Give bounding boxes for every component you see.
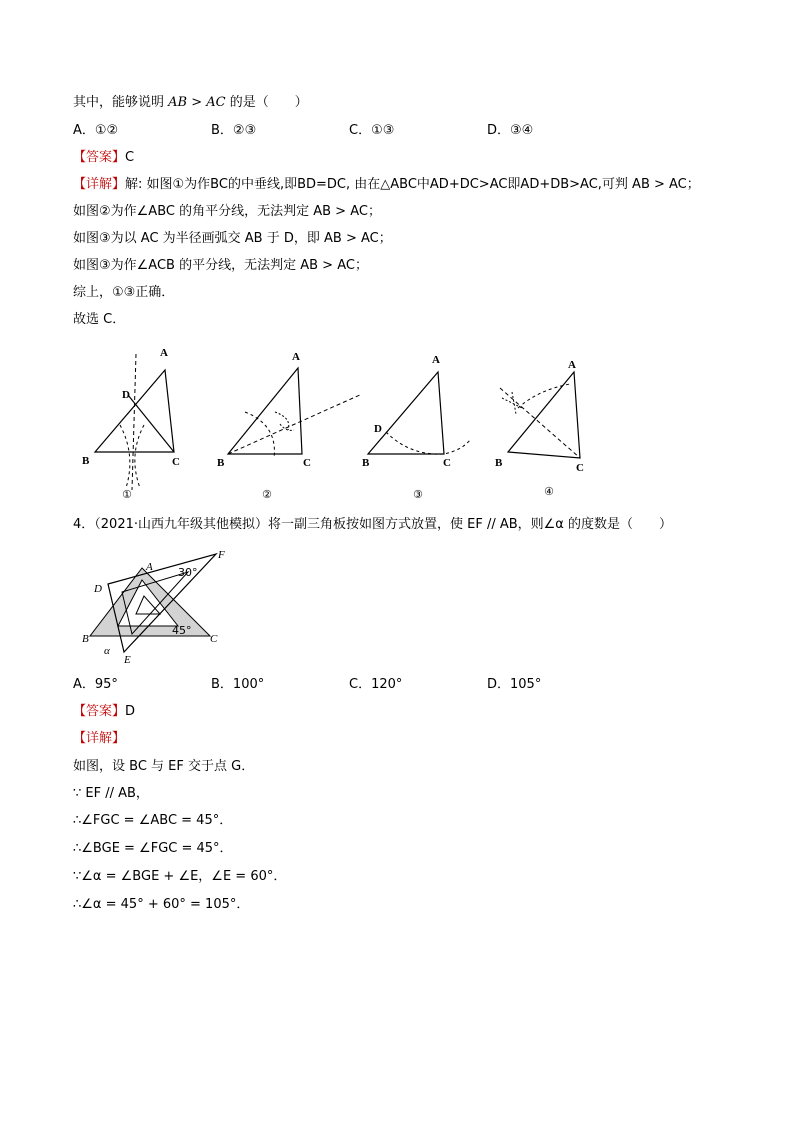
- q4-angle-30: 30°: [178, 566, 198, 579]
- q4-solution-line-3: ∴∠FGC = ∠ABC = 45°．: [73, 813, 233, 828]
- q4-angle-45: 45°: [172, 624, 192, 637]
- q4-option-a: A．95°: [73, 677, 118, 692]
- figure-4: [495, 359, 584, 498]
- fig4-label-b: B: [495, 457, 503, 469]
- q4-option-b: B．100°: [211, 677, 265, 692]
- q4-solution-line-1: 如图，设 BC 与 EF 交于点 G．: [73, 759, 255, 774]
- fig4-label-c: C: [576, 462, 584, 474]
- fig3-number: ③: [413, 488, 423, 501]
- q3-figures: [70, 340, 610, 505]
- q3-detail-line-1: 【详解】解: 如图①为作BC的中垂线,即BD=DC, 由在△ABC中AD+DC>AC即AD+DB>AC,可判 AB > AC；: [73, 177, 700, 192]
- fig1-label-c: C: [172, 456, 180, 468]
- figure-3: [362, 354, 470, 501]
- figure-2: [217, 351, 362, 501]
- q3-detail-line-3: 如图③为以 AC 为半径画弧交 AB 于 D，即 AB > AC；: [73, 231, 392, 246]
- q4-solution-line-6: ∴∠α = 45° + 60° = 105°．: [73, 897, 250, 912]
- fig2-label-b: B: [217, 457, 225, 469]
- q3-option-c: C．①③: [349, 123, 395, 138]
- q4-label-d: D: [94, 583, 102, 595]
- fig3-label-d: D: [374, 423, 382, 435]
- q4-option-d: D．105°: [487, 677, 542, 692]
- fig1-label-a: A: [160, 347, 168, 359]
- q4-figure: [80, 548, 230, 668]
- q4-label-e: E: [124, 654, 131, 666]
- q4-alpha: α: [104, 645, 110, 657]
- fig1-number: ①: [122, 488, 132, 501]
- q4-detail-tag: 【详解】: [73, 731, 126, 746]
- fig1-label-b: B: [82, 455, 90, 467]
- q3-option-d: D．③④: [487, 123, 534, 138]
- fig4-label-a: A: [568, 359, 576, 371]
- q3-detail-line-5: 综上，①③正确．: [73, 285, 175, 300]
- q4-label-a: A: [146, 561, 153, 573]
- q4-label-c: C: [210, 633, 218, 645]
- q3-detail-line-2: 如图②为作∠ABC 的角平分线，无法判定 AB > AC；: [73, 204, 381, 219]
- fig3-label-a: A: [432, 354, 440, 366]
- figure-1: [82, 347, 180, 501]
- q4-solution-line-4: ∴∠BGE = ∠FGC = 45°．: [73, 841, 233, 856]
- fig3-label-c: C: [443, 457, 451, 469]
- q4-answer: 【答案】D: [73, 704, 136, 719]
- q3-stem: 其中，能够说明 AB > AC 的是（ ）: [73, 95, 308, 110]
- q4-label-f: F: [218, 549, 225, 561]
- q3-detail-line-6: 故选 C．: [73, 312, 126, 327]
- fig4-number: ④: [544, 485, 554, 498]
- fig2-label-a: A: [292, 351, 300, 363]
- q4-solution-line-2: ∵ EF // AB，: [73, 786, 149, 801]
- q4-solution-line-5: ∵∠α = ∠BGE + ∠E，∠E = 60°．: [73, 869, 287, 884]
- q4-label-b: B: [82, 633, 89, 645]
- fig1-label-d: D: [122, 389, 130, 401]
- q4-option-c: C．120°: [349, 677, 403, 692]
- fig2-label-c: C: [303, 457, 311, 469]
- q3-option-a: A．①②: [73, 123, 119, 138]
- q3-detail-line-4: 如图③为作∠ACB 的平分线，无法判定 AB > AC；: [73, 258, 368, 273]
- q3-option-b: B．②③: [211, 123, 257, 138]
- fig2-number: ②: [262, 488, 272, 501]
- fig3-label-b: B: [362, 457, 370, 469]
- q4-stem: 4．（2021·山西九年级其他模拟）将一副三角板按如图方式放置，使 EF // AB，则∠α 的度数是（ ）: [73, 517, 673, 532]
- q3-answer: 【答案】C: [73, 150, 135, 165]
